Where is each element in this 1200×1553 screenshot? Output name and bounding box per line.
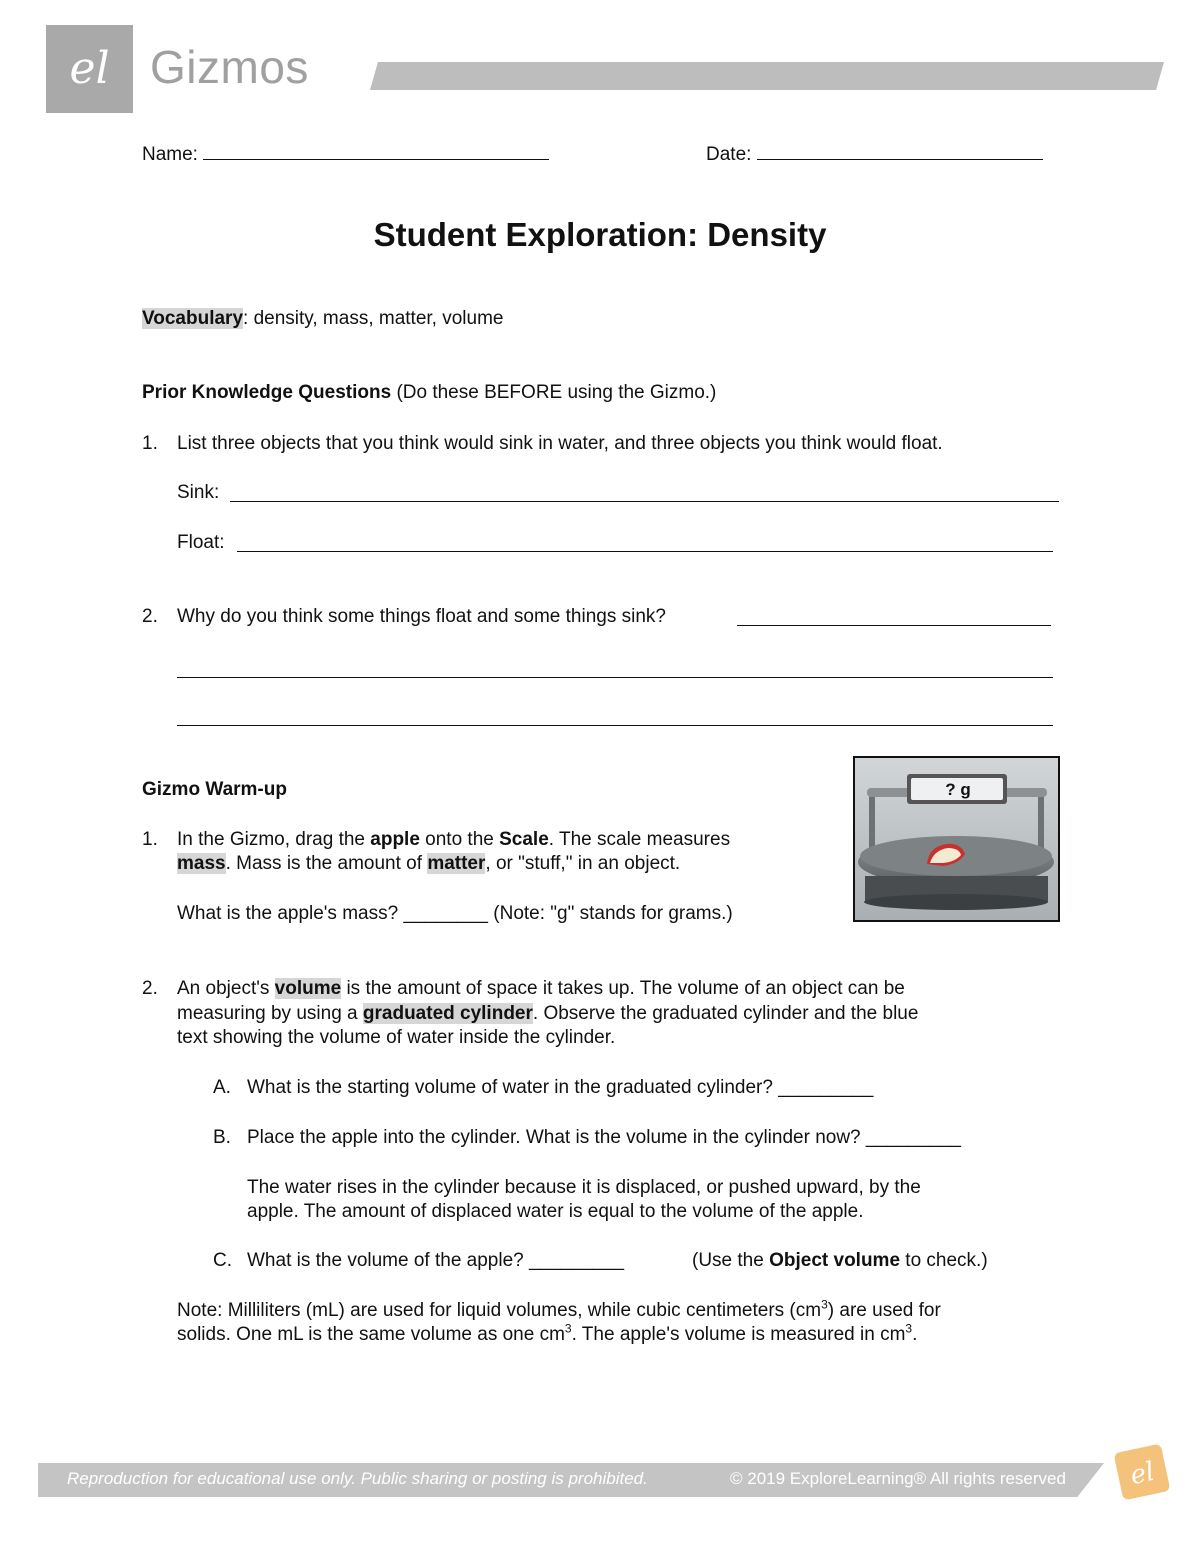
scale-readout: ? g <box>945 780 971 799</box>
vocabulary-line <box>142 307 504 331</box>
warmup-q1-question: What is the apple's mass? ________ (Note: "g" stands for grams.) <box>177 903 733 924</box>
warmup-heading-text: Gizmo Warm-up <box>142 779 287 800</box>
text-span: . Mass is the amount of <box>225 853 428 874</box>
term-matter: matter <box>427 853 486 874</box>
term-object-volume: Object volume <box>769 1250 901 1271</box>
text-span: , or "stuff," in an object. <box>485 853 681 874</box>
header-bar <box>370 62 1164 90</box>
prior-knowledge-heading <box>142 381 716 405</box>
name-input-line[interactable] <box>203 159 549 160</box>
footer-disclaimer: Reproduction for educational use only. Public sharing or posting is prohibited. <box>67 1469 648 1488</box>
part-c-text: What is the volume of the apple? _________ <box>247 1250 625 1271</box>
name-label: Name: <box>142 144 198 165</box>
prior-heading-note: (Do these BEFORE using the Gizmo.) <box>396 382 717 403</box>
text-span: Note: Milliliters (mL) are used for liquid volumes, while cubic centimeters (cm <box>177 1300 822 1321</box>
prior-q2-text: Why do you think some things float and some things sink? <box>177 606 666 627</box>
warmup-q2-line1 <box>177 977 905 1001</box>
prior-q2-answer-line-3[interactable] <box>177 725 1053 726</box>
part-c-hint <box>692 1249 988 1273</box>
superscript-3: 3 <box>821 1297 828 1312</box>
term-volume: volume <box>274 978 342 999</box>
warmup-q1-line1 <box>177 828 730 852</box>
text-span: An object's <box>177 978 275 999</box>
sink-label: Sink: <box>177 482 220 503</box>
units-note-line2 <box>177 1323 917 1347</box>
part-b-note-2: apple. The amount of displaced water is equal to the volume of the apple. <box>247 1201 864 1222</box>
float-answer-line[interactable] <box>237 551 1053 552</box>
part-c-label: C. <box>213 1250 232 1271</box>
prior-heading-bold: Prior Knowledge Questions <box>142 382 392 403</box>
part-b-label: B. <box>213 1127 231 1148</box>
warmup-q1-line2 <box>177 852 680 876</box>
scale-illustration <box>853 756 1060 922</box>
svg-text:el: el <box>1127 1456 1158 1492</box>
text-span: . The scale measures <box>548 829 731 850</box>
brand-name: Gizmos <box>150 41 309 93</box>
page-title: Student Exploration: Density <box>373 216 827 253</box>
text-span: onto the <box>419 829 500 850</box>
vocabulary-terms: : density, mass, matter, volume <box>243 308 504 329</box>
prior-q1-text: List three objects that you think would sink in water, and three objects you think would float. <box>177 433 943 454</box>
date-label: Date: <box>706 144 752 165</box>
warmup-q2-line3: text showing the volume of water inside the cylinder. <box>177 1027 616 1048</box>
text-span: to check.) <box>900 1250 988 1271</box>
text-span: ) are used for <box>827 1300 941 1321</box>
text-span: measuring by using a <box>177 1003 363 1024</box>
term-apple: apple <box>370 829 420 850</box>
warmup-q1-number: 1. <box>142 829 158 850</box>
text-span: is the amount of space it takes up. The volume of an object can be <box>341 978 905 999</box>
prior-q2-number: 2. <box>142 606 158 627</box>
text-span: solids. One mL is the same volume as one cm <box>177 1324 565 1345</box>
text-span: . Observe the graduated cylinder and the blue <box>532 1003 919 1024</box>
superscript-3: 3 <box>905 1321 913 1336</box>
prior-q1-number: 1. <box>142 433 158 454</box>
float-label: Float: <box>177 532 225 553</box>
term-mass: mass <box>177 853 226 874</box>
text-span: . <box>912 1324 918 1345</box>
name-field <box>142 143 549 167</box>
sink-answer-line[interactable] <box>230 501 1059 502</box>
prior-q2-answer-line-2[interactable] <box>177 677 1053 678</box>
part-a-label: A. <box>213 1077 231 1098</box>
date-input-line[interactable] <box>757 159 1043 160</box>
units-note-line1 <box>177 1299 941 1323</box>
text-span: . The apple's volume is measured in cm <box>571 1324 906 1345</box>
date-field <box>706 143 1043 167</box>
term-graduated-cylinder: graduated cylinder <box>362 1003 533 1024</box>
vocabulary-label: Vocabulary <box>142 308 244 329</box>
superscript-3: 3 <box>564 1321 572 1336</box>
explorelearning-logo-icon <box>1110 1440 1174 1504</box>
warmup-heading <box>142 778 287 802</box>
part-a-text: What is the starting volume of water in the graduated cylinder? _________ <box>247 1077 874 1098</box>
footer-copyright: © 2019 ExploreLearning® All rights reserved <box>730 1469 1066 1488</box>
warmup-q2-line2 <box>177 1002 918 1026</box>
gizmos-logo <box>46 25 133 113</box>
text-span: In the Gizmo, drag the <box>177 829 371 850</box>
text-span: (Use the <box>692 1250 770 1271</box>
part-b-text: Place the apple into the cylinder. What is the volume in the cylinder now? _________ <box>247 1127 962 1148</box>
warmup-q2-number: 2. <box>142 978 158 999</box>
prior-q2-answer-line-1[interactable] <box>737 625 1051 626</box>
term-scale: Scale <box>499 829 549 850</box>
logo-mark: el <box>69 43 110 94</box>
part-b-note-1: The water rises in the cylinder because it is displaced, or pushed upward, by the <box>247 1177 921 1198</box>
